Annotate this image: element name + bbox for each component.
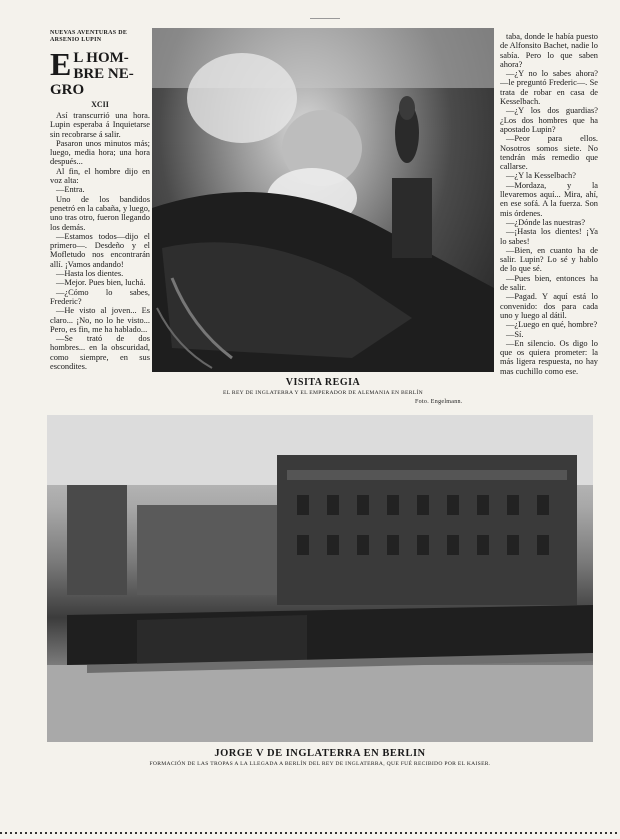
paragraph: taba, donde le había puesto de Alfonsito Bachet, nadie lo sabía. Pero lo que saben ahora?	[500, 32, 598, 69]
paragraph: —En silencio. Os digo lo que os quiera prometer: la más ligera respuesta, no hay mas cuchillo como ese.	[500, 338, 598, 376]
paragraph: —¿Cómo lo sabes, Frederic?	[50, 287, 150, 306]
paragraph: —He visto al joven... Es claro... ¡No, no lo he visto... Pero, es fin, me ha hablado...	[50, 306, 150, 334]
photo-royal-visit-illustration	[152, 28, 494, 372]
paragraph: Al fin, el hombre dijo en voz alta:	[50, 166, 150, 186]
photo-top-title: VISITA REGIA	[285, 377, 361, 388]
photo-troops-illustration	[47, 415, 593, 742]
paragraph: —Hasta los dientes.	[56, 269, 124, 279]
paragraph: —¿Dónde las nuestras?	[506, 217, 586, 227]
article-left-column	[50, 30, 150, 418]
article-right-column	[500, 30, 598, 414]
paragraph: —¿Y la Kesselbach?	[506, 171, 576, 181]
page-bottom-rule	[0, 832, 620, 834]
chapter-number: XCII	[91, 100, 109, 109]
paragraph: —Bien, en cuanto ha de salir. Lupin? Lo sé y hablo de lo que sé.	[500, 245, 598, 274]
article-body-left	[50, 111, 150, 371]
drop-cap: E	[50, 46, 72, 82]
paragraph: —¡Hasta los dientes! ¡Ya lo sabes!	[500, 227, 598, 246]
paragraph: —Entra.	[56, 185, 85, 195]
photo-bottom-title: JORGE V DE INGLATERRA EN BERLIN	[214, 748, 426, 759]
page-mark	[310, 18, 340, 19]
headline-text: L HOM-BRE NE-GRO	[50, 50, 134, 98]
paragraph: —Mejor. Pues bien, luchá.	[56, 278, 146, 288]
photo-top-subtitle: EL REY DE INGLATERRA Y EL EMPERADOR DE ALEMANIA EN BERLÍN	[222, 390, 424, 396]
paragraph: —Mordaza, y la llevaremos aquí... Mira, ahí, en ese sofá. A la fuerza. Son mis órdenes.	[500, 180, 598, 218]
paragraph: —Peor para ellos. Nosotros somos siete. No tendrán más remedio que callarse.	[500, 134, 598, 172]
paragraph: —Estamos todos—dijo el primero—. Desdeño y el Mofletudo nos encontrarán allí. ¡Vamos andando!	[50, 231, 150, 269]
article-headline	[50, 46, 150, 98]
paragraph: —¿Y no lo sabes ahora? —le preguntó Frederic—. Se trata de robar en casa de Kesselbach.	[500, 69, 598, 107]
article-body-right	[500, 32, 598, 376]
photo-troops-berlin	[47, 415, 593, 742]
paragraph: Así transcurrió una hora. Lupin esperaba á Inquietarse sin recobrarse á salir.	[50, 111, 150, 139]
paragraph: —¿Y los dos guardias? ¿Los dos hombres que ha apostado Lupin?	[500, 106, 598, 134]
paragraph: Pasaron unos minutos más; luego, media hora; una hora después...	[50, 138, 150, 167]
photo-royal-visit	[152, 28, 494, 372]
paragraph: —Pues bien, entonces ha de salir.	[500, 273, 598, 293]
paragraph: —Sí.	[506, 329, 524, 339]
paragraph: —Pagad. Y aquí está lo convenido: dos para cada uno y luego al dátil.	[500, 292, 598, 320]
article-kicker: NUEVAS AVENTURAS DE ARSENIO LUPIN	[50, 30, 128, 43]
paragraph: —Se trató de dos hombres... en la obscuridad, como siempre, en sus escondites.	[50, 334, 150, 372]
paragraph: —¿Luego en qué, hombre?	[506, 320, 598, 330]
paragraph: Uno de los bandidos penetró en la cabaña, y luego, uno tras otro, fueron llegando los demás.	[50, 194, 150, 232]
photo-top-credit: Foto. Engelmann.	[415, 399, 463, 405]
photo-bottom-subtitle: FORMACIÓN DE LAS TROPAS A LA LLEGADA A BERLÍN DEL REY DE INGLATERRA, QUE FUÉ RECIBIDO POR EL KAISER.	[149, 761, 491, 767]
